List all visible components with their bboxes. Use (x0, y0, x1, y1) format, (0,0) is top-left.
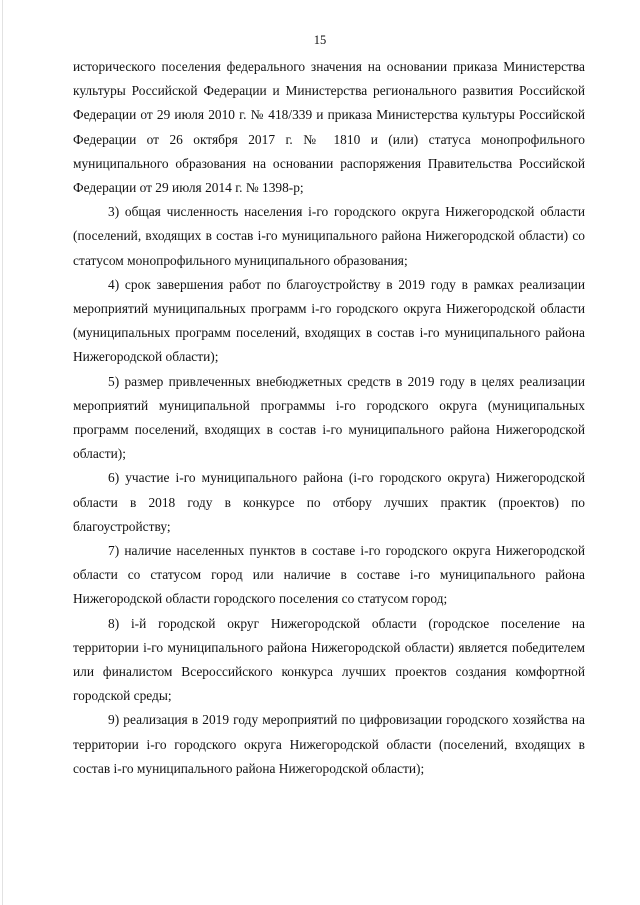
paragraph-item-3: 3) общая численность населения i-го городского округа Нижегородской области (поселений, входящих в состав i-го муниципального района Нижегородской области) со статусом монопрофильного муниципального образования; (73, 204, 585, 268)
paragraph-item-5: 5) размер привлеченных внебюджетных средств в 2019 году в целях реализации мероприятий муниципальной программы i-го городского округа (муниципальных программ поселений, входящих в состав i-го муниципального района Нижегородской области); (73, 373, 585, 462)
scan-edge-line (2, 0, 3, 905)
paragraph-item-9: 9) реализация в 2019 году мероприятий по цифровизации городского хозяйства на территории i-го городского округа Нижегородской области (поселений, входящих в состав i-го муниципального района Нижегородской области); (73, 712, 585, 776)
paragraph-item-7: 7) наличие населенных пунктов в составе i-го городского округа Нижегородской области со статусом город или наличие в составе i-го муниципального района Нижегородской области городского поселения со статусом город; (73, 543, 585, 607)
paragraph-item-4: 4) срок завершения работ по благоустройству в 2019 году в рамках реализации мероприятий муниципальных программ i-го городского округа Нижегородской области (муниципальных программ поселений, входящих в состав i-го муниципального района Нижегородской области); (73, 276, 585, 365)
page-number: 15 (313, 33, 327, 47)
paragraph-item-8: 8) i-й городской округ Нижегородской области (городское поселение на территории i-го муниципального района Нижегородской области) является победителем или финалистом Всероссийского конкурса лучших проектов создания комфортной городской среды; (73, 615, 585, 704)
document-body (73, 55, 585, 781)
paragraph-continuation: исторического поселения федерального значения на основании приказа Министерства культуры Российской Федерации и Министерства регионального развития Российской Федерации от 29 июля 2010 г. № 418/339 и приказа Министерства культуры Российской Федерации от 26 октября 2017 г. № 1810 и (или) статуса монопрофильного муниципального образования на основании распоряжения Правительства Российской Федерации от 29 июля 2014 г. № 1398-р; (73, 59, 585, 196)
paragraph-item-6: 6) участие i-го муниципального района (i-го городского округа) Нижегородской области в 2018 году в конкурсе по отбору лучших практик (проектов) по благоустройству; (73, 470, 585, 534)
